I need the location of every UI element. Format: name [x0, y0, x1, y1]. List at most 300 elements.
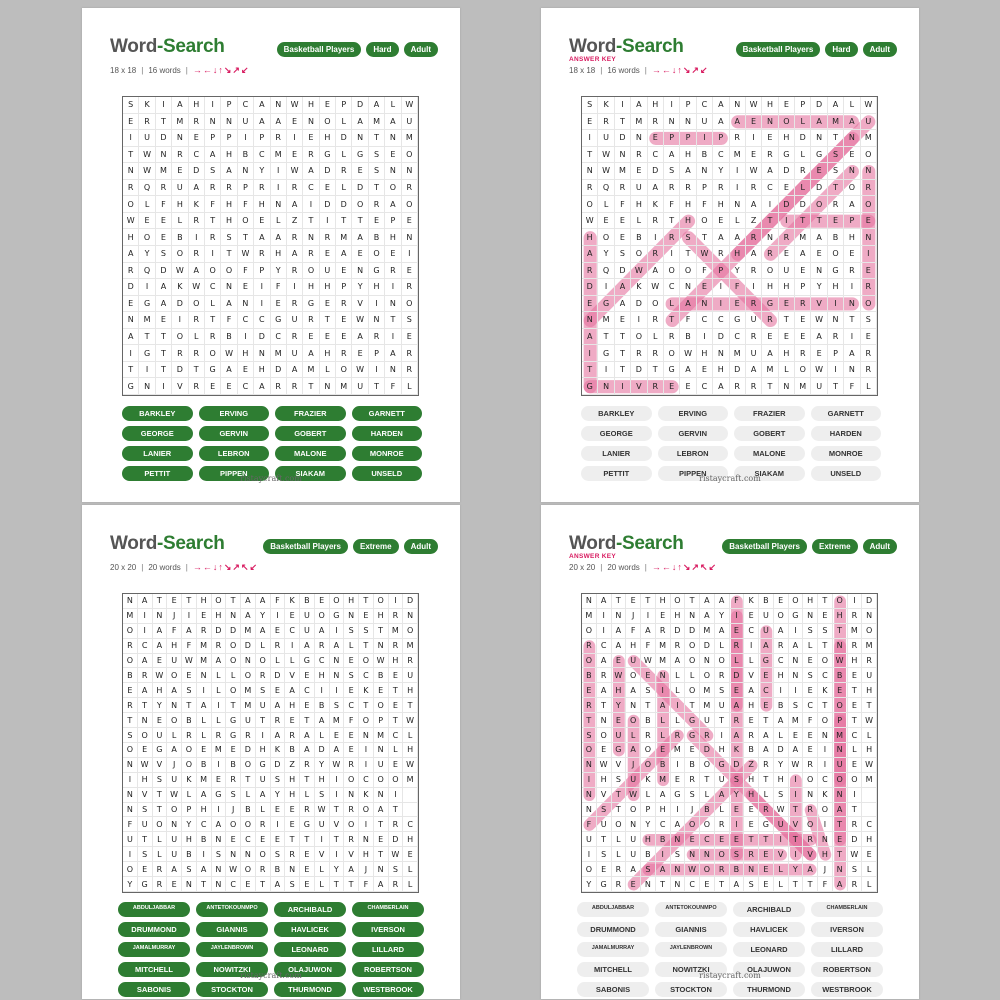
- grid-cell: A: [352, 329, 368, 346]
- grid-cell: R: [320, 229, 336, 246]
- word-chip: ROBERTSON: [352, 962, 424, 977]
- grid-cell: N: [352, 263, 368, 280]
- grid-cell: S: [685, 788, 700, 803]
- grid-cell: N: [844, 296, 860, 313]
- grid-cell: W: [811, 362, 827, 379]
- grid-cell: P: [238, 180, 254, 197]
- grid-cell: N: [167, 698, 182, 713]
- grid-cell: D: [713, 329, 729, 346]
- grid-cell: O: [700, 668, 715, 683]
- grid-cell: N: [344, 609, 359, 624]
- word-chip: LILLARD: [811, 942, 883, 957]
- grid-cell: T: [336, 213, 352, 230]
- grid-cell: E: [287, 147, 303, 164]
- grid-cell: T: [597, 698, 612, 713]
- grid-cell: T: [612, 803, 627, 818]
- grid-cell: L: [336, 180, 352, 197]
- grid-cell: S: [774, 788, 789, 803]
- grid-cell: W: [352, 312, 368, 329]
- grid-cell: G: [685, 713, 700, 728]
- grid-cell: G: [762, 296, 778, 313]
- grid-cell: C: [238, 378, 254, 395]
- grid-cell: M: [212, 743, 227, 758]
- grid-cell: E: [730, 683, 745, 698]
- grid-cell: T: [156, 114, 172, 131]
- puzzle-meta: 18 x 18 | 16 words | →←↓↑↘↗↙: [569, 65, 709, 75]
- grid-cell: D: [271, 758, 286, 773]
- grid-cell: R: [189, 345, 205, 362]
- grid-cell: R: [715, 862, 730, 877]
- grid-cell: G: [226, 728, 241, 743]
- grid-cell: T: [189, 362, 205, 379]
- grid-cell: N: [641, 877, 656, 892]
- grid-cell: T: [359, 594, 374, 609]
- grid-cell: R: [300, 758, 315, 773]
- grid-cell: O: [374, 773, 389, 788]
- grid-cell: A: [189, 263, 205, 280]
- grid-cell: M: [330, 713, 345, 728]
- grid-cell: R: [730, 130, 746, 147]
- grid-cell: I: [789, 788, 804, 803]
- grid-cell: A: [671, 817, 686, 832]
- grid-cell: I: [746, 279, 762, 296]
- grid-cell: A: [759, 743, 774, 758]
- grid-cell: A: [212, 817, 227, 832]
- grid-cell: E: [167, 594, 182, 609]
- grid-cell: A: [241, 594, 256, 609]
- grid-cell: L: [271, 213, 287, 230]
- grid-cell: G: [138, 877, 153, 892]
- grid-cell: W: [138, 758, 153, 773]
- grid-cell: U: [241, 713, 256, 728]
- grid-cell: D: [848, 832, 863, 847]
- grid-cell: N: [197, 668, 212, 683]
- grid-cell: O: [671, 594, 686, 609]
- grid-cell: I: [598, 279, 614, 296]
- grid-cell: A: [844, 114, 860, 131]
- grid-cell: H: [271, 246, 287, 263]
- grid-cell: C: [226, 877, 241, 892]
- grid-size: 18 x 18: [110, 66, 137, 75]
- grid-cell: G: [212, 788, 227, 803]
- grid-cell: E: [320, 296, 336, 313]
- grid-cell: F: [344, 713, 359, 728]
- grid-cell: R: [402, 180, 418, 197]
- grid-cell: D: [582, 279, 598, 296]
- grid-cell: U: [759, 624, 774, 639]
- grid-cell: T: [612, 788, 627, 803]
- grid-cell: O: [320, 114, 336, 131]
- grid-cell: E: [300, 847, 315, 862]
- grid-cell: U: [403, 668, 418, 683]
- grid-cell: O: [861, 147, 877, 164]
- grid-cell: H: [730, 246, 746, 263]
- grid-cell: D: [241, 639, 256, 654]
- grid-cell: I: [789, 773, 804, 788]
- grid-cell: P: [221, 130, 237, 147]
- grid-cell: T: [238, 229, 254, 246]
- grid-cell: O: [138, 728, 153, 743]
- grid-cell: A: [762, 163, 778, 180]
- grid-cell: E: [197, 743, 212, 758]
- grid-cell: S: [597, 847, 612, 862]
- grid-cell: H: [138, 773, 153, 788]
- grid-cell: R: [862, 654, 877, 669]
- grid-cell: H: [626, 639, 641, 654]
- grid-cell: E: [139, 213, 155, 230]
- grid-cell: C: [315, 654, 330, 669]
- grid-cell: I: [123, 130, 139, 147]
- grid-cell: J: [167, 609, 182, 624]
- grid-cell: R: [344, 758, 359, 773]
- grid-cell: E: [656, 609, 671, 624]
- grid-cell: T: [182, 594, 197, 609]
- grid-cell: L: [730, 213, 746, 230]
- grid-cell: T: [828, 130, 844, 147]
- grid-cell: Z: [285, 758, 300, 773]
- audience-badge: Adult: [404, 539, 438, 554]
- grid-cell: I: [744, 639, 759, 654]
- grid-cell: I: [828, 362, 844, 379]
- word-chip: DRUMMOND: [118, 922, 190, 937]
- grid-cell: G: [300, 817, 315, 832]
- grid-cell: C: [664, 279, 680, 296]
- grid-cell: I: [330, 788, 345, 803]
- grid-cell: M: [862, 773, 877, 788]
- grid-cell: S: [612, 773, 627, 788]
- grid-cell: E: [803, 743, 818, 758]
- grid-cell: T: [615, 345, 631, 362]
- grid-cell: R: [648, 213, 664, 230]
- grid-cell: R: [795, 163, 811, 180]
- grid-cell: N: [700, 847, 715, 862]
- grid-cell: I: [671, 758, 686, 773]
- grid-cell: U: [597, 817, 612, 832]
- grid-cell: A: [271, 877, 286, 892]
- grid-cell: N: [226, 609, 241, 624]
- grid-cell: N: [582, 758, 597, 773]
- grid-cell: E: [320, 97, 336, 114]
- grid-cell: R: [615, 180, 631, 197]
- grid-cell: L: [212, 668, 227, 683]
- letter-grid: [581, 96, 878, 396]
- word-chip: LEBRON: [658, 446, 729, 461]
- grid-cell: E: [730, 624, 745, 639]
- grid-cell: R: [582, 180, 598, 197]
- grid-cell: B: [172, 229, 188, 246]
- grid-cell: O: [241, 668, 256, 683]
- grid-cell: B: [641, 847, 656, 862]
- grid-cell: U: [256, 698, 271, 713]
- grid-cell: A: [138, 654, 153, 669]
- grid-cell: A: [271, 114, 287, 131]
- grid-cell: N: [212, 832, 227, 847]
- grid-cell: B: [833, 668, 848, 683]
- grid-cell: O: [833, 773, 848, 788]
- grid-cell: I: [762, 196, 778, 213]
- grid-cell: E: [300, 668, 315, 683]
- grid-cell: N: [700, 654, 715, 669]
- grid-cell: T: [123, 362, 139, 379]
- grid-cell: L: [212, 683, 227, 698]
- grid-cell: A: [315, 624, 330, 639]
- grid-cell: H: [597, 773, 612, 788]
- grid-cell: L: [385, 97, 401, 114]
- grid-cell: I: [212, 803, 227, 818]
- grid-cell: L: [656, 713, 671, 728]
- grid-cell: E: [671, 773, 686, 788]
- grid-cell: T: [369, 378, 385, 395]
- grid-cell: C: [597, 639, 612, 654]
- grid-cell: I: [848, 788, 863, 803]
- grid-cell: D: [648, 163, 664, 180]
- grid-cell: R: [139, 114, 155, 131]
- grid-cell: E: [285, 713, 300, 728]
- grid-cell: A: [205, 147, 221, 164]
- grid-cell: O: [700, 758, 715, 773]
- grid-cell: E: [285, 609, 300, 624]
- grid-cell: S: [271, 847, 286, 862]
- grid-cell: E: [626, 594, 641, 609]
- grid-cell: T: [762, 213, 778, 230]
- grid-cell: W: [374, 654, 389, 669]
- grid-cell: D: [241, 743, 256, 758]
- grid-cell: R: [172, 345, 188, 362]
- grid-cell: H: [315, 668, 330, 683]
- grid-cell: E: [153, 713, 168, 728]
- grid-cell: T: [241, 773, 256, 788]
- grid-cell: O: [315, 609, 330, 624]
- grid-cell: T: [664, 213, 680, 230]
- grid-cell: C: [862, 817, 877, 832]
- grid-cell: O: [167, 713, 182, 728]
- grid-cell: I: [182, 609, 197, 624]
- grid-cell: G: [139, 296, 155, 313]
- grid-cell: W: [833, 654, 848, 669]
- grid-cell: R: [582, 698, 597, 713]
- grid-cell: M: [762, 362, 778, 379]
- grid-cell: Y: [715, 609, 730, 624]
- grid-cell: I: [359, 758, 374, 773]
- grid-cell: C: [648, 147, 664, 164]
- grid-cell: A: [271, 698, 286, 713]
- grid-cell: E: [153, 654, 168, 669]
- grid-cell: M: [271, 147, 287, 164]
- word-chip: ERVING: [658, 406, 729, 421]
- grid-cell: T: [744, 832, 759, 847]
- grid-cell: N: [713, 345, 729, 362]
- grid-cell: Y: [123, 877, 138, 892]
- grid-cell: N: [697, 163, 713, 180]
- grid-cell: H: [680, 196, 696, 213]
- grid-cell: O: [172, 329, 188, 346]
- grid-cell: M: [402, 130, 418, 147]
- grid-cell: P: [795, 97, 811, 114]
- grid-cell: O: [612, 817, 627, 832]
- grid-cell: R: [189, 246, 205, 263]
- grid-cell: N: [212, 877, 227, 892]
- grid-cell: N: [221, 114, 237, 131]
- grid-cell: T: [300, 773, 315, 788]
- grid-cell: D: [320, 196, 336, 213]
- grid-cell: K: [359, 788, 374, 803]
- word-list: [577, 902, 883, 997]
- word-chip: ARCHIBALD: [733, 902, 805, 917]
- grid-cell: R: [746, 329, 762, 346]
- grid-cell: E: [344, 728, 359, 743]
- grid-cell: O: [389, 773, 404, 788]
- grid-cells: [123, 594, 418, 892]
- grid-cell: A: [828, 97, 844, 114]
- grid-cell: H: [123, 229, 139, 246]
- grid-cell: Y: [641, 817, 656, 832]
- word-chip: FRAZIER: [734, 406, 805, 421]
- grid-cell: H: [403, 743, 418, 758]
- grid-cell: B: [697, 147, 713, 164]
- grid-cell: L: [300, 788, 315, 803]
- grid-cell: F: [156, 196, 172, 213]
- grid-cell: E: [795, 329, 811, 346]
- grid-cell: E: [774, 594, 789, 609]
- word-chip: MALONE: [275, 446, 346, 461]
- grid-cell: T: [582, 362, 598, 379]
- grid-cell: N: [762, 114, 778, 131]
- grid-cell: R: [746, 263, 762, 280]
- grid-cell: W: [287, 163, 303, 180]
- grid-cell: R: [369, 329, 385, 346]
- grid-cell: I: [320, 213, 336, 230]
- grid-cell: V: [138, 788, 153, 803]
- grid-cell: N: [833, 788, 848, 803]
- grid-cell: A: [715, 594, 730, 609]
- grid-cell: U: [626, 773, 641, 788]
- grid-cell: W: [680, 345, 696, 362]
- grid-cell: E: [320, 329, 336, 346]
- grid-cell: U: [153, 728, 168, 743]
- grid-cell: A: [680, 163, 696, 180]
- grid-cell: Y: [582, 877, 597, 892]
- footer-url: ristaycraft.com: [699, 971, 761, 980]
- grid-cell: N: [862, 609, 877, 624]
- grid-cell: R: [315, 639, 330, 654]
- grid-cell: E: [744, 713, 759, 728]
- word-chip: CHAMBERLAIN: [352, 902, 424, 917]
- grid-cell: N: [285, 862, 300, 877]
- grid-cell: H: [359, 847, 374, 862]
- grid-cell: M: [369, 114, 385, 131]
- grid-cell: F: [664, 196, 680, 213]
- grid-cell: N: [205, 114, 221, 131]
- grid-cell: A: [167, 683, 182, 698]
- grid-cell: I: [389, 788, 404, 803]
- grid-cell: Q: [598, 180, 614, 197]
- grid-cell: P: [795, 279, 811, 296]
- grid-cell: E: [320, 180, 336, 197]
- grid-cell: L: [197, 713, 212, 728]
- grid-cell: N: [320, 378, 336, 395]
- grid-cell: R: [803, 758, 818, 773]
- grid-cell: N: [241, 847, 256, 862]
- grid-cell: H: [320, 345, 336, 362]
- grid-cell: M: [862, 639, 877, 654]
- grid-cell: R: [861, 279, 877, 296]
- grid-cell: U: [139, 130, 155, 147]
- grid-cell: S: [205, 163, 221, 180]
- grid-cell: L: [795, 147, 811, 164]
- grid-cell: K: [744, 594, 759, 609]
- grid-cell: N: [656, 668, 671, 683]
- grid-cell: B: [374, 668, 389, 683]
- grid-cell: P: [713, 263, 729, 280]
- grid-cell: T: [715, 713, 730, 728]
- grid-cell: N: [221, 279, 237, 296]
- grid-cell: H: [833, 609, 848, 624]
- grid-cell: R: [303, 312, 319, 329]
- grid-cell: M: [631, 114, 647, 131]
- grid-cell: I: [271, 817, 286, 832]
- grid-cell: N: [803, 609, 818, 624]
- grid-cell: I: [818, 817, 833, 832]
- grid-cell: P: [182, 803, 197, 818]
- grid-cell: O: [241, 862, 256, 877]
- grid-cell: I: [656, 683, 671, 698]
- grid-cell: N: [403, 609, 418, 624]
- grid-cell: T: [138, 832, 153, 847]
- grid-cell: O: [818, 803, 833, 818]
- grid-cell: N: [123, 163, 139, 180]
- grid-cell: T: [300, 713, 315, 728]
- grid-cell: A: [182, 624, 197, 639]
- grid-cell: N: [861, 229, 877, 246]
- grid-cell: G: [685, 728, 700, 743]
- grid-cell: Y: [139, 246, 155, 263]
- word-chip: UNSELD: [352, 466, 423, 481]
- grid-cell: L: [389, 743, 404, 758]
- grid-cell: V: [315, 847, 330, 862]
- grid-cell: H: [153, 683, 168, 698]
- grid-cell: I: [138, 624, 153, 639]
- grid-cell: G: [671, 788, 686, 803]
- grid-size: 20 x 20: [569, 563, 596, 572]
- grid-cell: C: [759, 683, 774, 698]
- grid-cell: E: [385, 246, 401, 263]
- grid-cell: A: [256, 594, 271, 609]
- grid-cell: E: [844, 246, 860, 263]
- grid-cell: N: [254, 345, 270, 362]
- grid-cell: O: [139, 229, 155, 246]
- grid-cell: R: [700, 728, 715, 743]
- grid-cell: A: [330, 743, 345, 758]
- grid-cell: N: [374, 788, 389, 803]
- grid-cell: M: [156, 163, 172, 180]
- grid-cell: T: [641, 698, 656, 713]
- word-chip: GOBERT: [734, 426, 805, 441]
- difficulty-badge: Hard: [366, 42, 398, 57]
- word-count: 20 words: [148, 563, 181, 572]
- grid-cell: N: [139, 378, 155, 395]
- grid-cell: A: [713, 97, 729, 114]
- grid-cell: E: [641, 668, 656, 683]
- grid-cell: B: [730, 862, 745, 877]
- grid-cell: R: [744, 728, 759, 743]
- word-chip: SIAKAM: [734, 466, 805, 481]
- grid-cell: H: [369, 279, 385, 296]
- grid-cell: M: [197, 654, 212, 669]
- grid-cell: A: [582, 329, 598, 346]
- grid-cell: C: [389, 728, 404, 743]
- grid-cell: A: [759, 639, 774, 654]
- grid-cell: A: [713, 229, 729, 246]
